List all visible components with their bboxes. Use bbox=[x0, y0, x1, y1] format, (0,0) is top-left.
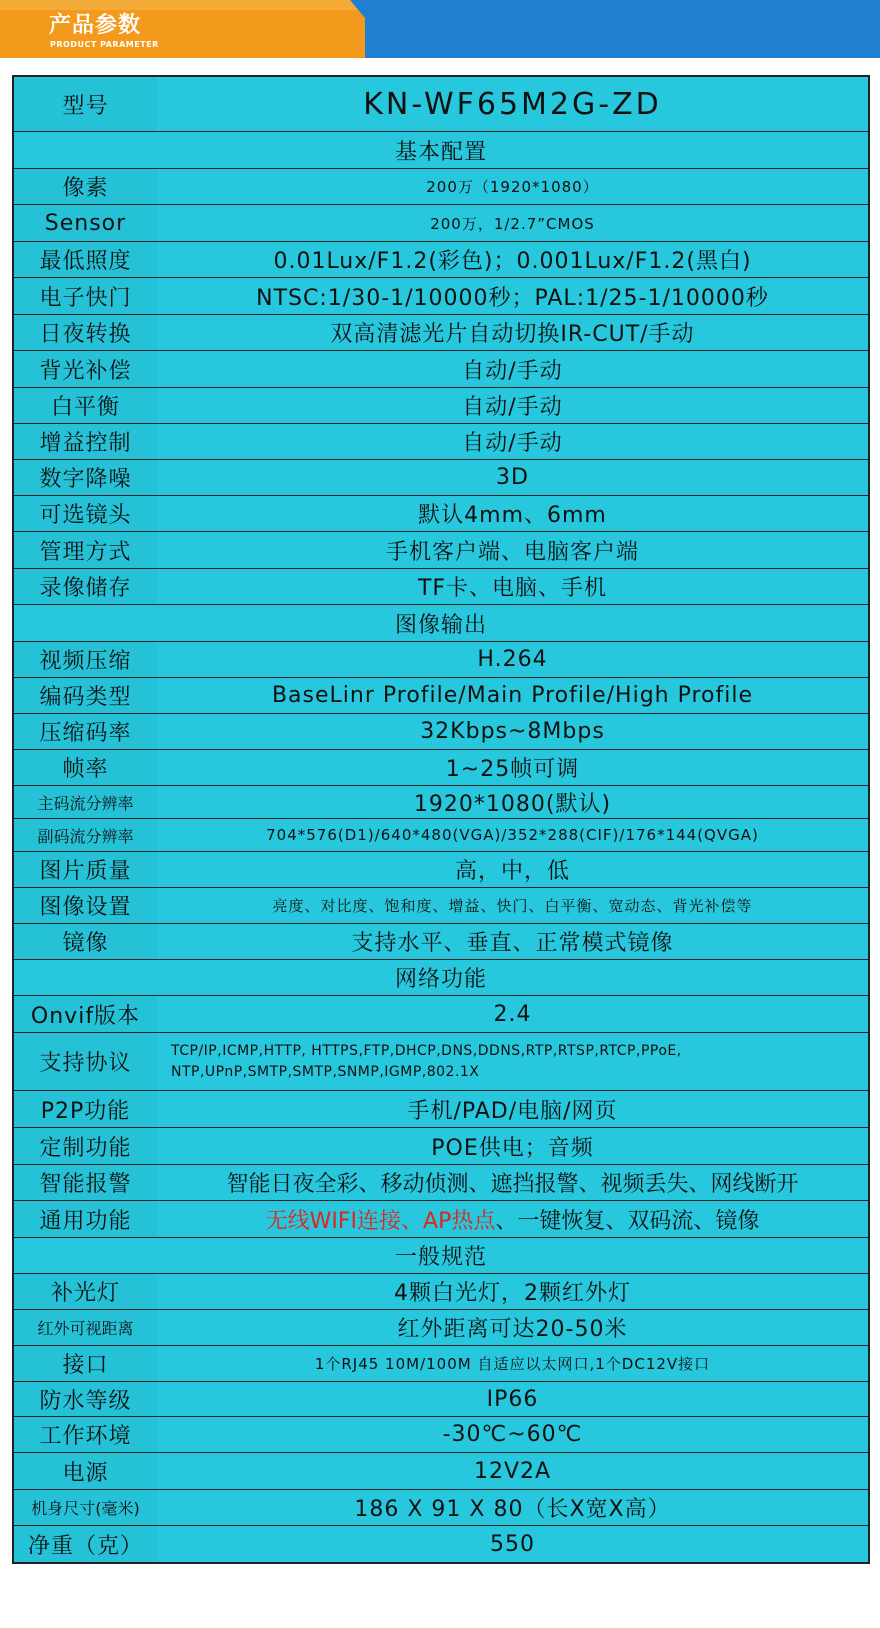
spec-row bbox=[14, 532, 868, 569]
model-row bbox=[14, 77, 868, 132]
spec-row bbox=[14, 169, 868, 205]
row-label: 工作环境 bbox=[14, 1417, 157, 1452]
row-label: 图像设置 bbox=[14, 888, 157, 923]
row-label: 白平衡 bbox=[14, 388, 157, 423]
model-value: KN-WF65M2G-ZD bbox=[363, 86, 662, 122]
row-value: 默认4mm、6mm bbox=[418, 503, 607, 528]
spec-row bbox=[14, 1417, 868, 1453]
row-label: 背光补偿 bbox=[14, 351, 157, 387]
row-label: Sensor bbox=[14, 205, 157, 241]
row-value bbox=[157, 1033, 868, 1090]
row-value: 704*576(D1)/640*480(VGA)/352*288(CIF)/176*144(QVGA) bbox=[266, 826, 759, 844]
row-value: 1~25帧可调 bbox=[445, 757, 580, 782]
spec-row bbox=[14, 1274, 868, 1310]
row-label: Onvif版本 bbox=[14, 996, 157, 1032]
spec-table bbox=[12, 75, 870, 1564]
row-label: 镜像 bbox=[14, 924, 157, 959]
row-value: 手机/PAD/电脑/网页 bbox=[407, 1098, 618, 1124]
highlight-separator: 、 bbox=[401, 1208, 424, 1234]
row-value: 双高清滤光片自动切换IR-CUT/手动 bbox=[330, 322, 695, 347]
row-value: 1个RJ45 10M/100M 自适应以太网口,1个DC12V接口 bbox=[314, 1355, 711, 1373]
spec-row bbox=[14, 351, 868, 388]
row-value: 高，中，低 bbox=[454, 859, 570, 884]
spec-row bbox=[14, 819, 868, 852]
row-label: 机身尺寸(毫米) bbox=[14, 1490, 157, 1525]
row-label: 可选镜头 bbox=[14, 496, 157, 531]
row-value: 自动/手动 bbox=[462, 395, 563, 420]
row-label: 智能报警 bbox=[14, 1165, 157, 1200]
row-label: 录像储存 bbox=[14, 569, 157, 604]
section-title: 一般规范 bbox=[394, 1245, 487, 1270]
banner-subtitle: PRODUCT PARAMETER bbox=[50, 40, 159, 49]
row-value: 0.01Lux/F1.2(彩色)；0.001Lux/F1.2(黑白) bbox=[273, 249, 752, 274]
row-label: 数字降噪 bbox=[14, 460, 157, 495]
spec-row bbox=[14, 786, 868, 819]
spec-row bbox=[14, 714, 868, 750]
row-label: 像素 bbox=[14, 169, 157, 204]
row-value: POE供电；音频 bbox=[431, 1135, 594, 1161]
spec-row bbox=[14, 1490, 868, 1526]
spec-row bbox=[14, 315, 868, 351]
row-value: BaseLinr Profile/Main Profile/High Profile bbox=[271, 683, 754, 708]
spec-row bbox=[14, 750, 868, 786]
common-rest: 、一键恢复、双码流、镜像 bbox=[495, 1208, 760, 1234]
row-label: 图片质量 bbox=[14, 852, 157, 887]
row-value: H.264 bbox=[477, 647, 548, 672]
row-label: 电源 bbox=[14, 1453, 157, 1489]
highlight-ap: AP热点 bbox=[423, 1208, 496, 1234]
row-value: 2.4 bbox=[493, 1001, 532, 1027]
spec-row bbox=[14, 388, 868, 424]
row-value: 支持水平、垂直、正常模式镜像 bbox=[351, 931, 674, 956]
section-title: 基本配置 bbox=[394, 139, 487, 165]
spec-row bbox=[14, 569, 868, 605]
spec-row bbox=[14, 852, 868, 888]
spec-row bbox=[14, 1091, 868, 1128]
row-value: 亮度、对比度、饱和度、增益、快门、白平衡、宽动态、背光补偿等 bbox=[272, 897, 753, 915]
spec-row bbox=[14, 278, 868, 315]
row-value: 4颗白光灯，2颗红外灯 bbox=[394, 1281, 631, 1306]
spec-row bbox=[14, 496, 868, 532]
spec-row bbox=[14, 424, 868, 460]
spec-row bbox=[14, 1310, 868, 1346]
row-value: IP66 bbox=[486, 1386, 539, 1412]
row-label: 红外可视距离 bbox=[14, 1310, 157, 1345]
spec-row bbox=[14, 1382, 868, 1417]
row-value: 32Kbps~8Mbps bbox=[420, 719, 605, 744]
header-banner bbox=[0, 0, 880, 58]
row-value: 自动/手动 bbox=[462, 431, 563, 456]
row-value: TF卡、电脑、手机 bbox=[417, 576, 608, 601]
row-value: 12V2A bbox=[473, 1458, 552, 1484]
spec-row bbox=[14, 1128, 868, 1165]
row-label: 型号 bbox=[14, 77, 157, 131]
row-label: 帧率 bbox=[14, 750, 157, 785]
spec-row bbox=[14, 642, 868, 678]
row-label: 防水等级 bbox=[14, 1382, 157, 1416]
row-label: 通用功能 bbox=[14, 1201, 157, 1237]
row-label: 管理方式 bbox=[14, 532, 157, 568]
spec-row bbox=[14, 996, 868, 1033]
row-value bbox=[157, 1201, 868, 1237]
protocol-line-2: NTP,UPnP,SMTP,SMTP,SNMP,IGMP,802.1X bbox=[171, 1063, 480, 1080]
spec-row bbox=[14, 460, 868, 496]
row-value: 550 bbox=[490, 1531, 535, 1557]
section-image bbox=[14, 605, 868, 642]
row-label: 主码流分辨率 bbox=[14, 786, 157, 818]
row-value: 自动/手动 bbox=[462, 358, 563, 384]
row-value: 200万（1920*1080） bbox=[426, 178, 599, 196]
section-basic bbox=[14, 132, 868, 169]
spec-row bbox=[14, 205, 868, 242]
row-label: 副码流分辨率 bbox=[14, 819, 157, 851]
spec-row bbox=[14, 242, 868, 278]
row-label: 接口 bbox=[14, 1346, 157, 1381]
spec-row bbox=[14, 1201, 868, 1238]
row-value: 1920*1080(默认) bbox=[413, 791, 612, 817]
banner-title: 产品参数 bbox=[49, 13, 142, 38]
row-value: -30℃~60℃ bbox=[442, 1422, 583, 1447]
row-label: 定制功能 bbox=[14, 1128, 157, 1164]
row-value: 红外距离可达20-50米 bbox=[397, 1317, 628, 1342]
row-value: NTSC:1/30-1/10000秒；PAL:1/25-1/10000秒 bbox=[256, 285, 769, 311]
spec-row bbox=[14, 1165, 868, 1201]
row-label: 压缩码率 bbox=[14, 714, 157, 749]
spec-row bbox=[14, 1346, 868, 1382]
row-label: 最低照度 bbox=[14, 242, 157, 277]
row-value: 智能日夜全彩、移动侦测、遮挡报警、视频丢失、网线断开 bbox=[226, 1172, 799, 1197]
section-network bbox=[14, 960, 868, 996]
row-label: 增益控制 bbox=[14, 424, 157, 459]
spec-row bbox=[14, 678, 868, 714]
row-value: 手机客户端、电脑客户端 bbox=[385, 539, 639, 565]
spec-row bbox=[14, 1033, 868, 1091]
row-label: 电子快门 bbox=[14, 278, 157, 314]
row-label: 视频压缩 bbox=[14, 642, 157, 677]
section-title: 图像输出 bbox=[394, 612, 487, 638]
row-label: 编码类型 bbox=[14, 678, 157, 713]
row-label: 补光灯 bbox=[14, 1274, 157, 1309]
row-label: P2P功能 bbox=[14, 1091, 157, 1127]
highlight-wifi: 无线WIFI连接 bbox=[265, 1208, 402, 1234]
spec-row bbox=[14, 1453, 868, 1490]
section-title: 网络功能 bbox=[394, 967, 487, 992]
row-value: 186 X 91 X 80（长X宽X高） bbox=[354, 1497, 671, 1522]
row-label: 净重（克） bbox=[14, 1526, 157, 1562]
spec-row bbox=[14, 1526, 868, 1562]
row-value: 3D bbox=[496, 465, 529, 490]
spec-row bbox=[14, 888, 868, 924]
row-label: 日夜转换 bbox=[14, 315, 157, 350]
row-label: 支持协议 bbox=[14, 1033, 157, 1090]
spec-row bbox=[14, 924, 868, 960]
section-general bbox=[14, 1238, 868, 1274]
row-value: 200万，1/2.7”CMOS bbox=[430, 214, 595, 233]
protocol-line-1: TCP/IP,ICMP,HTTP, HTTPS,FTP,DHCP,DNS,DDNS,RTP,RTSP,RTCP,PPoE, bbox=[171, 1042, 682, 1059]
